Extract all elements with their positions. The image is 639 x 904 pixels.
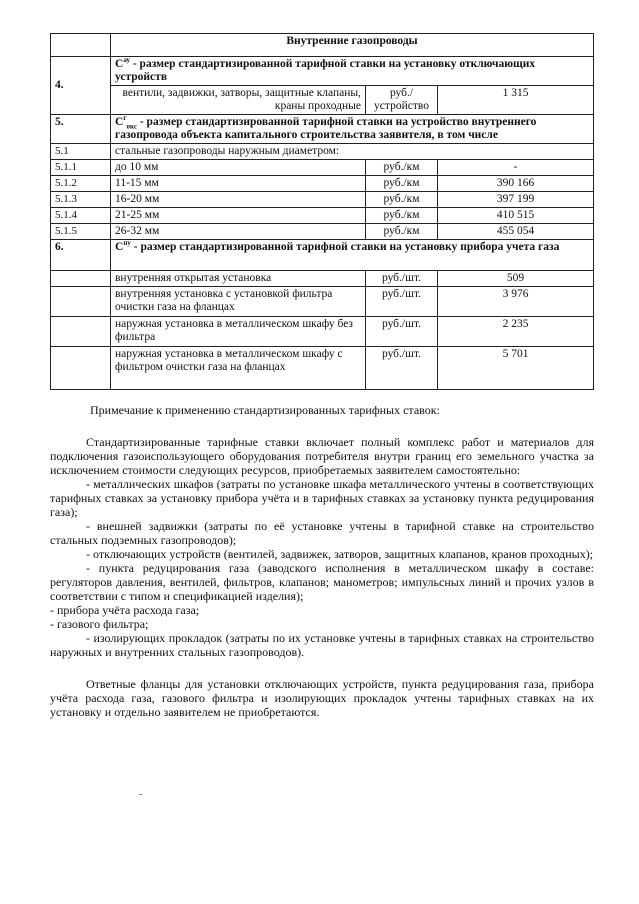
table-row: 5.1.1 до 10 мм руб./км - bbox=[51, 160, 594, 176]
table-row: 5.1 стальные газопроводы наружным диаметром: bbox=[51, 144, 594, 160]
section-5-title: $С^г_{окс}$ - размер стандартизированной тарифной ставки на устройство внутреннего газопровода объекта капитального строительства заявителя, в том числе bbox=[111, 115, 594, 144]
note-intro: Стандартизированные тарифные ставки включает полный комплекс работ и материалов для подключения газоиспользующего оборудования потребителя внутри границ его земельного участка за исключением стоимости следующих ресурсов, приобретаемых заявителем самостоятельно: bbox=[50, 435, 594, 477]
tariff-table bbox=[50, 33, 594, 390]
list-item: - отключающих устройств (вентилей, задвижек, затворов, защитных клапанов, кранов проходных); bbox=[86, 547, 594, 561]
section-4-row bbox=[51, 57, 594, 86]
section-4-title: $С^{ау}$ - размер стандартизированной тарифной ставки на установку отключающих устройств bbox=[111, 57, 594, 86]
list-item: - прибора учёта расхода газа; bbox=[50, 603, 200, 617]
table-row: наружная установка в металлическом шкафу с фильтром очистки газа на фланцах руб./шт. 5 701 bbox=[51, 347, 594, 390]
list-item: - газового фильтра; bbox=[50, 617, 149, 631]
table-row: 5.1.4 21-25 мм руб./км 410 515 bbox=[51, 208, 594, 224]
table-row: 5.1.2 11-15 мм руб./км 390 166 bbox=[51, 176, 594, 192]
table-header-row bbox=[51, 34, 594, 57]
table-title: Внутренние газопроводы bbox=[111, 34, 594, 57]
section-4-number: 4. bbox=[51, 57, 111, 115]
list-item: - внешней задвижки (затраты по её установке учтены в тарифной ставке на строительство стальных подземных газопроводов); bbox=[50, 519, 594, 547]
note-title: Примечание к применению стандартизированных тарифных ставок: bbox=[90, 403, 440, 417]
list-item: - изолирующих прокладок (затраты по их установке учтены в тарифных ставках на строительство наружных и внутренних стальных газопроводов). bbox=[50, 631, 594, 659]
section-5-number: 5. bbox=[51, 115, 111, 144]
section-6-row bbox=[51, 240, 594, 271]
table-row: внутренняя установка с установкой фильтра очистки газа на фланцах руб./шт. 3 976 bbox=[51, 287, 594, 317]
section-6-title: $С^{пу}$ - размер стандартизированной тарифной ставки на установку прибора учета газа bbox=[111, 240, 594, 271]
table-row: 5.1.3 16-20 мм руб./км 397 199 bbox=[51, 192, 594, 208]
table-row: вентили, задвижки, затворы, защитные клапаны, краны проходные руб./ устройство 1 315 bbox=[51, 86, 594, 115]
section-5-row bbox=[51, 115, 594, 144]
list-item: - металлических шкафов (затраты по установке шкафа металлического учтены в соответствующих тарифных ставках за установку прибора учёта и в тарифных ставках за установку пункта редуцирования газа); bbox=[50, 477, 594, 519]
list-item: - пункта редуцирования газа (заводского исполнения в металлическом шкафу в составе: регуляторов давления, вентилей, фильтров, клапанов; манометров; импульсных линий и прочих узлов в соответствии с типом и спецификацией изделия); bbox=[50, 561, 594, 603]
section-6-number: 6. bbox=[51, 240, 111, 271]
stray-mark: - bbox=[139, 789, 143, 800]
table-row: 5.1.5 26-32 мм руб./км 455 054 bbox=[51, 224, 594, 240]
table-row: внутренняя открытая установка руб./шт. 509 bbox=[51, 271, 594, 287]
note-block bbox=[50, 403, 594, 719]
note-closing: Ответные фланцы для установки отключающих устройств, пункта редуцирования газа, прибора учёта расхода газа, газового фильтра и изолирующих прокладок учтены тарифных ставках на их установку и отдельно заявителем не приобретаются. bbox=[50, 677, 594, 719]
table-row: наружная установка в металлическом шкафу без фильтра руб./шт. 2 235 bbox=[51, 317, 594, 347]
